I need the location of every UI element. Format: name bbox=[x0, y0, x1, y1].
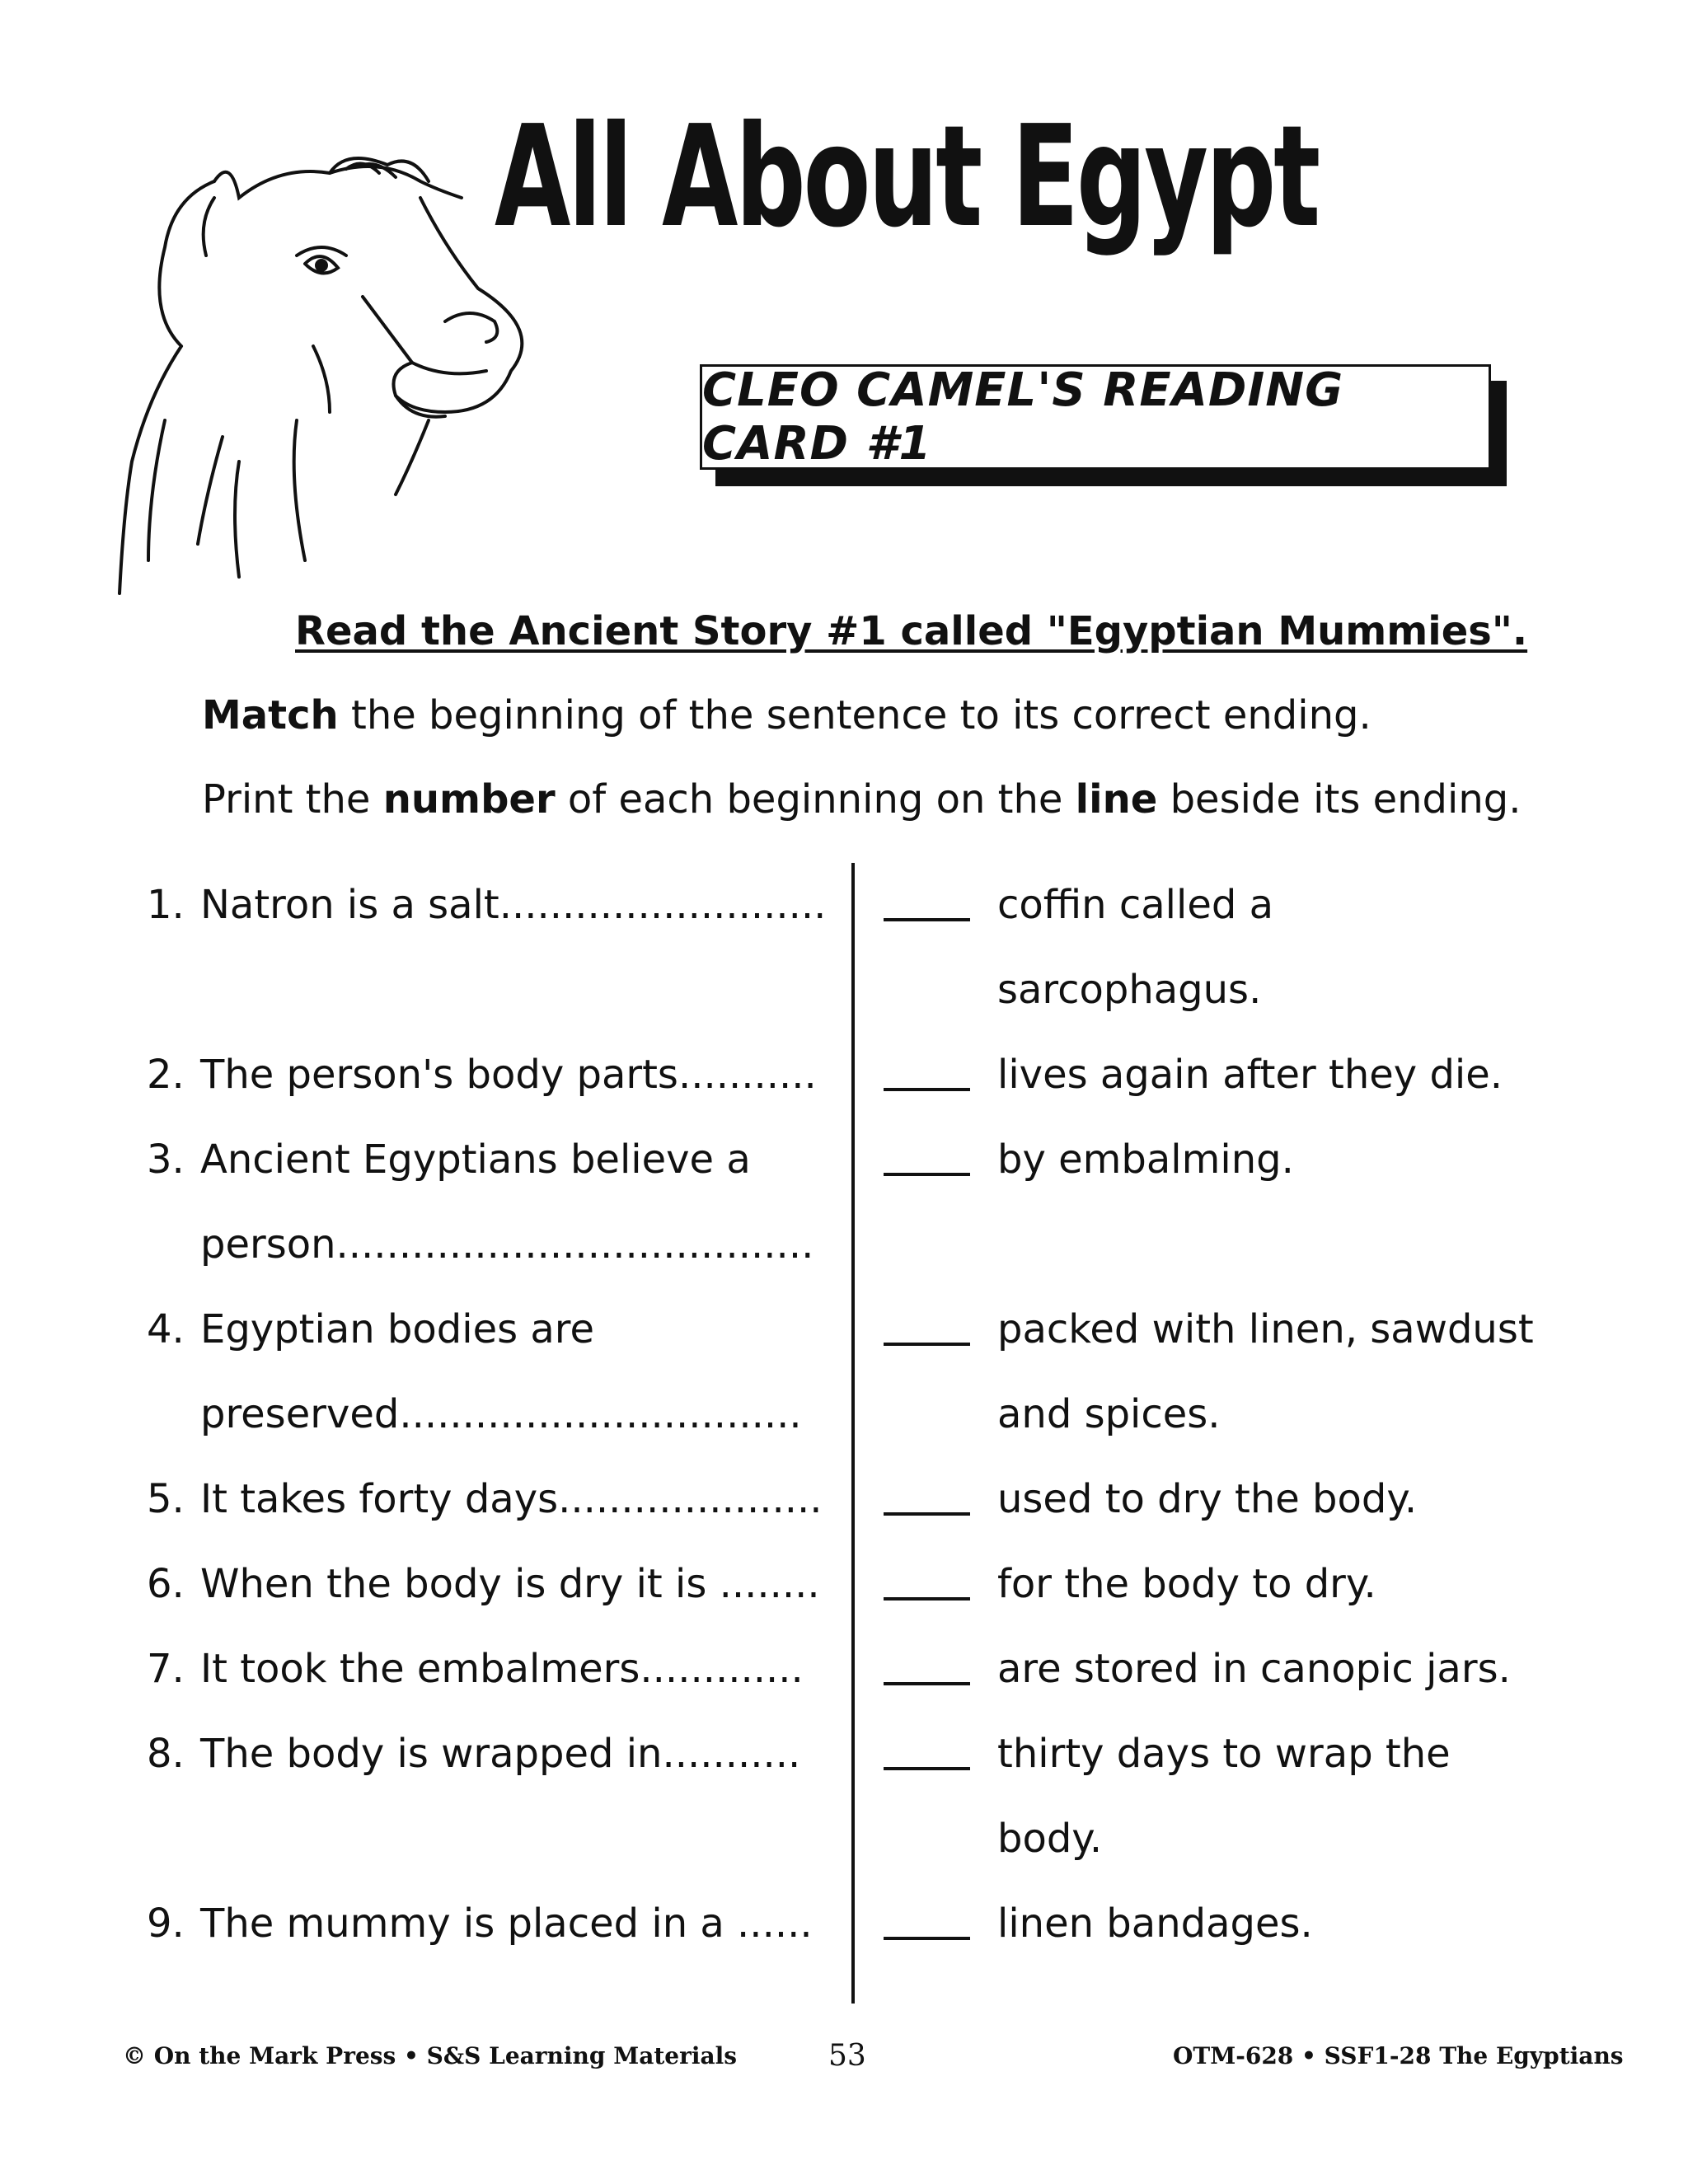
instruction-text: Print the bbox=[202, 776, 383, 823]
item-beginning: It takes forty days..................... bbox=[200, 1476, 823, 1522]
answer-blank[interactable] bbox=[884, 1597, 970, 1601]
instruction-bold: Match bbox=[202, 692, 339, 738]
item-ending: linen bandages. bbox=[997, 1900, 1313, 1947]
item-ending: are stored in canopic jars. bbox=[997, 1646, 1511, 1692]
instruction-bold: number bbox=[382, 776, 556, 823]
item-number: 5. bbox=[147, 1476, 185, 1522]
reading-card-banner bbox=[700, 364, 1491, 470]
instruction-line-1 bbox=[202, 692, 1372, 738]
page-number: 53 bbox=[828, 2039, 866, 2073]
answer-blank[interactable] bbox=[884, 918, 970, 921]
item-number: 4. bbox=[147, 1306, 185, 1352]
footer-copyright: © On the Mark Press • S&S Learning Materials bbox=[123, 2042, 738, 2069]
item-beginning: It took the embalmers............. bbox=[200, 1646, 804, 1692]
answer-blank[interactable] bbox=[884, 1343, 970, 1346]
answer-blank[interactable] bbox=[884, 1767, 970, 1770]
item-number: 6. bbox=[147, 1561, 185, 1607]
item-beginning: The person's body parts........... bbox=[200, 1052, 817, 1098]
answer-blank[interactable] bbox=[884, 1937, 970, 1940]
item-beginning: When the body is dry it is ........ bbox=[200, 1561, 820, 1607]
column-divider bbox=[851, 863, 855, 2004]
item-ending: coffin called a bbox=[997, 882, 1273, 928]
item-ending-cont: body. bbox=[997, 1816, 1103, 1862]
item-ending: thirty days to wrap the bbox=[997, 1731, 1451, 1777]
item-number: 3. bbox=[147, 1137, 185, 1183]
item-number: 8. bbox=[147, 1731, 185, 1777]
item-ending: packed with linen, sawdust bbox=[997, 1306, 1534, 1352]
answer-blank[interactable] bbox=[884, 1512, 970, 1516]
instruction-text: of each beginning on the bbox=[555, 776, 1076, 823]
item-ending: for the body to dry. bbox=[997, 1561, 1376, 1607]
instructions-heading: Read the Ancient Story #1 called "Egyptian Mummies". bbox=[295, 608, 1528, 654]
item-number: 9. bbox=[147, 1900, 185, 1947]
page-title: All About Egypt bbox=[495, 96, 1319, 259]
item-beginning: The mummy is placed in a ...... bbox=[200, 1900, 813, 1947]
item-ending: lives again after they die. bbox=[997, 1052, 1503, 1098]
item-ending: by embalming. bbox=[997, 1137, 1294, 1183]
item-beginning-cont: person...................................... bbox=[200, 1221, 814, 1268]
answer-blank[interactable] bbox=[884, 1088, 970, 1091]
reading-card-title: CLEO CAMEL'S READING CARD #1 bbox=[702, 363, 1344, 471]
instruction-line-2 bbox=[202, 776, 1522, 823]
answer-blank[interactable] bbox=[884, 1173, 970, 1176]
item-number: 1. bbox=[147, 882, 185, 928]
answer-blank[interactable] bbox=[884, 1682, 970, 1685]
item-number: 7. bbox=[147, 1646, 185, 1692]
item-ending: used to dry the body. bbox=[997, 1476, 1418, 1522]
item-number: 2. bbox=[147, 1052, 185, 1098]
instruction-text: the beginning of the sentence to its correct ending. bbox=[338, 692, 1372, 738]
instruction-text: beside its ending. bbox=[1157, 776, 1522, 823]
footer-product-code: OTM-628 • SSF1-28 The Egyptians bbox=[1173, 2042, 1624, 2069]
item-ending-cont: and spices. bbox=[997, 1391, 1221, 1437]
item-beginning: Natron is a salt.......................... bbox=[200, 882, 827, 928]
item-beginning: The body is wrapped in........... bbox=[200, 1731, 801, 1777]
camel-illustration bbox=[115, 148, 560, 610]
item-beginning-cont: preserved................................ bbox=[200, 1391, 802, 1437]
item-ending-cont: sarcophagus. bbox=[997, 967, 1262, 1013]
item-beginning: Egyptian bodies are bbox=[200, 1306, 594, 1352]
item-beginning: Ancient Egyptians believe a bbox=[200, 1137, 751, 1183]
instruction-bold: line bbox=[1075, 776, 1158, 823]
